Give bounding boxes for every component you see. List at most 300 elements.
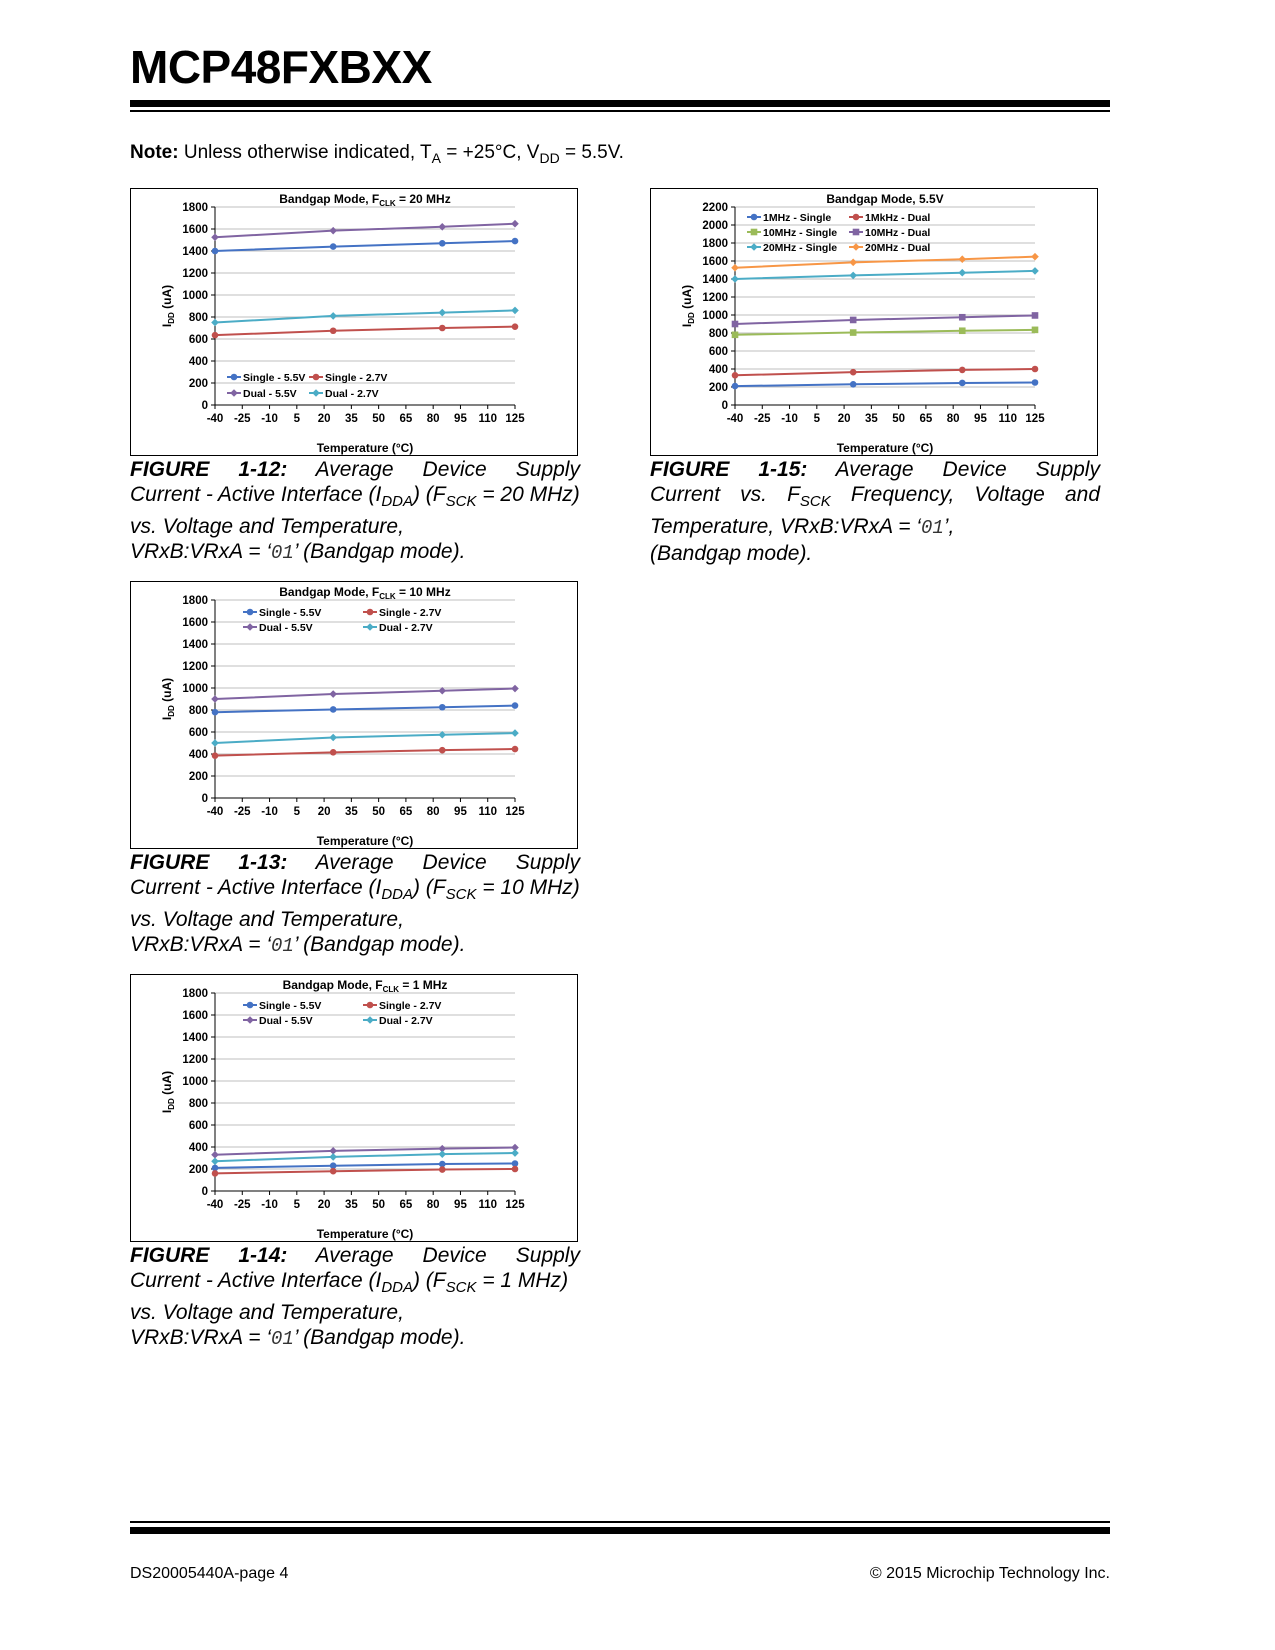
y-tick-label: 800 — [188, 1098, 208, 1110]
data-point — [247, 1002, 254, 1009]
legend-label: Dual - 2.7V — [325, 388, 379, 400]
data-point — [959, 327, 966, 334]
series-line — [215, 749, 515, 756]
x-tick-label: 5 — [293, 1199, 301, 1211]
y-tick-label: 200 — [188, 378, 208, 390]
x-tick-label: -40 — [206, 413, 224, 425]
chart-figure-1-12 — [130, 188, 578, 456]
footer-copyright: © 2015 Microchip Technology Inc. — [869, 1565, 1110, 1582]
x-tick-label: 95 — [454, 1199, 467, 1211]
legend-label: Single - 2.7V — [325, 372, 388, 384]
caption-text: Current - Active Interface (I — [130, 1269, 382, 1292]
x-tick-label: 20 — [317, 806, 331, 818]
caption-word: Average — [315, 1244, 394, 1267]
caption-sub: SCK — [799, 493, 831, 511]
chart-svg-1-12 — [131, 189, 579, 457]
chart-title: Bandgap Mode, $F_{CLK} = 10$ MHz — [279, 585, 451, 601]
y-tick-label: 0 — [201, 400, 208, 412]
legend-label: Single - 5.5V — [243, 372, 306, 384]
caption-line-1 — [130, 457, 580, 482]
caption-line-4 — [130, 932, 580, 959]
legend-label: Single - 5.5V — [259, 1000, 322, 1012]
data-point — [1032, 312, 1039, 319]
x-tick-label: 35 — [344, 413, 358, 425]
caption-figure-1-14 — [130, 1243, 580, 1352]
legend-label: Dual - 5.5V — [243, 388, 297, 400]
caption-text: ’ (Bandgap mode). — [293, 933, 466, 957]
y-tick-label: 400 — [708, 364, 728, 376]
x-tick-label: -10 — [781, 413, 798, 425]
chart-figure-1-14 — [130, 974, 578, 1242]
chart-figure-1-15 — [650, 188, 1098, 456]
caption-code: 01 — [271, 1328, 294, 1351]
y-tick-label: 1600 — [182, 224, 208, 236]
x-axis-label: Temperature (°C) — [836, 441, 934, 455]
data-point — [959, 314, 966, 321]
data-point — [211, 1158, 219, 1166]
caption-word: Voltage — [974, 483, 1045, 506]
data-point — [958, 269, 966, 277]
caption-line-3 — [650, 514, 1100, 541]
y-tick-label: 1800 — [182, 595, 208, 607]
legend-label: Dual - 2.7V — [379, 1015, 433, 1027]
y-tick-label: 1400 — [702, 274, 728, 286]
header-rule-thick — [130, 100, 1110, 107]
x-tick-label: 80 — [426, 806, 440, 818]
data-point — [330, 749, 337, 756]
data-point — [329, 690, 337, 698]
caption-line-2 — [650, 482, 1100, 514]
footer-rule-thin — [130, 1521, 1110, 1523]
y-axis-label: $I_{DD}$ (uA) — [160, 677, 176, 721]
data-point — [750, 243, 758, 251]
data-point — [751, 229, 758, 236]
y-tick-label: 200 — [188, 1164, 208, 1176]
chart-svg-1-15 — [651, 189, 1099, 457]
caption-sub: SCK — [445, 886, 477, 904]
y-tick-label: 1200 — [182, 268, 208, 280]
data-point — [212, 709, 219, 716]
y-tick-label: 1400 — [182, 246, 208, 258]
data-point — [732, 383, 739, 390]
x-tick-label: 50 — [372, 413, 386, 425]
x-tick-label: 35 — [344, 806, 358, 818]
data-point — [732, 372, 739, 379]
caption-line-2 — [130, 875, 580, 907]
data-point — [367, 1002, 374, 1009]
caption-text: = 1 MHz) — [476, 1269, 569, 1292]
series-line — [215, 1153, 515, 1161]
data-point — [439, 704, 446, 711]
caption-sub: DDA — [381, 1279, 413, 1297]
x-tick-label: -40 — [206, 806, 224, 818]
data-point — [329, 1153, 337, 1161]
x-tick-label: 110 — [998, 413, 1018, 425]
data-point — [211, 739, 219, 747]
legend-label: 20MHz - Single — [763, 242, 838, 254]
series-line — [215, 310, 515, 322]
caption-line-3: vs. Voltage and Temperature, — [130, 515, 404, 539]
data-point — [212, 752, 219, 759]
caption-text: Current - Active Interface (I — [130, 876, 382, 899]
caption-word: Frequency, — [850, 483, 955, 506]
y-tick-label: 1600 — [182, 1010, 208, 1022]
data-point — [751, 214, 758, 221]
x-tick-label: 5 — [813, 413, 821, 425]
data-point — [958, 255, 966, 263]
caption-figure-1-15 — [650, 457, 1100, 566]
series-line — [215, 224, 515, 238]
y-tick-label: 1800 — [702, 238, 728, 250]
data-point — [732, 332, 739, 339]
series-line — [215, 241, 515, 251]
caption-word: Device — [422, 458, 487, 481]
data-point — [731, 275, 739, 283]
x-tick-label: -25 — [233, 1199, 251, 1211]
caption-sub: DDA — [381, 886, 413, 904]
series-line — [215, 689, 515, 699]
x-tick-label: -10 — [261, 413, 278, 425]
caption-word: Device — [422, 1244, 487, 1267]
y-tick-label: 600 — [188, 1120, 208, 1132]
footer-rule-thick — [130, 1527, 1110, 1534]
data-point — [329, 312, 337, 320]
caption-sub: SCK — [445, 493, 477, 511]
data-point — [211, 233, 219, 241]
caption-code: 01 — [271, 935, 294, 958]
caption-text: Temperature, VRxB:VRxA = ‘ — [650, 515, 921, 539]
data-point — [850, 329, 857, 336]
data-point — [1031, 267, 1039, 275]
chart-title: Bandgap Mode, 5.5V — [826, 192, 944, 206]
caption-text: ’ (Bandgap mode). — [293, 1326, 466, 1350]
x-tick-label: 80 — [946, 413, 960, 425]
legend-label: 10MHz - Dual — [865, 227, 931, 239]
caption-line-4: (Bandgap mode). — [650, 542, 813, 566]
x-tick-label: 35 — [864, 413, 878, 425]
figure-number: FIGURE 1-12: — [130, 458, 288, 481]
y-tick-label: 600 — [708, 346, 728, 358]
caption-word: F — [787, 483, 800, 506]
x-tick-label: -40 — [726, 413, 744, 425]
data-point — [312, 389, 320, 397]
caption-sub: DDA — [381, 493, 413, 511]
y-tick-label: 200 — [708, 382, 728, 394]
note-text-b: = +25°C, V — [441, 142, 540, 163]
data-point — [512, 323, 519, 330]
x-tick-label: 80 — [426, 413, 440, 425]
data-point — [367, 609, 374, 616]
legend-label: 20MHz - Dual — [865, 242, 931, 254]
data-point — [959, 367, 966, 374]
series-line — [215, 733, 515, 743]
data-point — [439, 240, 446, 247]
data-point — [212, 248, 219, 255]
x-tick-label: 125 — [1025, 413, 1045, 425]
chart-figure-1-13 — [130, 581, 578, 849]
y-tick-label: 1000 — [182, 1076, 208, 1088]
caption-figure-1-13 — [130, 850, 580, 959]
x-tick-label: 65 — [919, 413, 933, 425]
note-text-a: Unless otherwise indicated, T — [178, 142, 432, 163]
data-point — [313, 374, 320, 381]
data-point — [330, 706, 337, 713]
x-tick-label: 20 — [317, 413, 331, 425]
series-line — [735, 257, 1035, 268]
data-point — [959, 380, 966, 387]
series-line — [735, 383, 1035, 387]
x-tick-label: 110 — [478, 806, 498, 818]
figure-number: FIGURE 1-13: — [130, 851, 288, 874]
caption-word: and — [1064, 483, 1101, 506]
data-point — [511, 220, 519, 228]
data-point — [211, 319, 219, 327]
series-line — [215, 1164, 515, 1168]
conditions-note — [130, 142, 624, 166]
data-point — [330, 327, 337, 334]
data-point — [366, 623, 374, 631]
x-tick-label: -25 — [753, 413, 771, 425]
x-tick-label: -40 — [206, 1199, 224, 1211]
data-point — [438, 309, 446, 317]
x-tick-label: 95 — [974, 413, 987, 425]
data-point — [511, 307, 519, 315]
data-point — [439, 747, 446, 754]
x-tick-label: 20 — [317, 1199, 331, 1211]
caption-word: Supply — [515, 851, 580, 874]
data-point — [512, 746, 519, 753]
x-tick-label: 50 — [372, 1199, 386, 1211]
y-tick-label: 200 — [188, 771, 208, 783]
legend-label: Dual - 5.5V — [259, 622, 313, 634]
data-point — [246, 1016, 254, 1024]
header-rule-thin — [130, 110, 1110, 112]
data-point — [212, 332, 219, 339]
caption-text: ) (F — [412, 1269, 446, 1292]
data-point — [439, 325, 446, 332]
chart-title: Bandgap Mode, $F_{CLK} = 20$ MHz — [279, 192, 451, 208]
x-tick-label: 65 — [399, 1199, 413, 1211]
data-point — [512, 238, 519, 245]
data-point — [246, 623, 254, 631]
note-sub-a: A — [431, 149, 442, 166]
caption-text: ’, — [943, 515, 955, 539]
x-tick-label: -25 — [233, 806, 251, 818]
x-tick-label: 95 — [454, 413, 467, 425]
caption-text: VRxB:VRxA = ‘ — [130, 1326, 272, 1350]
data-point — [439, 1166, 446, 1173]
data-point — [853, 229, 860, 236]
data-point — [1032, 366, 1039, 373]
y-tick-label: 1200 — [182, 661, 208, 673]
x-tick-label: 20 — [837, 413, 851, 425]
footer-document-id: DS20005440A-page 4 — [130, 1565, 289, 1582]
y-tick-label: 1000 — [182, 683, 208, 695]
data-point — [330, 243, 337, 250]
data-point — [511, 685, 519, 693]
x-tick-label: -25 — [233, 413, 251, 425]
data-point — [850, 369, 857, 376]
caption-line-3: vs. Voltage and Temperature, — [130, 908, 404, 932]
data-point — [853, 214, 860, 221]
series-line — [735, 271, 1035, 279]
data-point — [211, 695, 219, 703]
y-tick-label: 2200 — [702, 202, 728, 214]
y-tick-label: 0 — [721, 400, 728, 412]
note-sub-b: DD — [539, 149, 560, 166]
series-line — [735, 369, 1035, 375]
caption-figure-1-12 — [130, 457, 580, 566]
data-point — [329, 734, 337, 742]
y-tick-label: 400 — [188, 1142, 208, 1154]
y-tick-label: 2000 — [702, 220, 728, 232]
data-point — [366, 1016, 374, 1024]
caption-line-2 — [130, 1268, 580, 1300]
series-line — [735, 330, 1035, 335]
x-tick-label: 50 — [892, 413, 906, 425]
y-axis-label: $I_{DD}$ (uA) — [160, 1070, 176, 1114]
y-tick-label: 1000 — [182, 290, 208, 302]
data-point — [511, 729, 519, 737]
figure-number: FIGURE 1-14: — [130, 1244, 288, 1267]
x-tick-label: -10 — [261, 806, 278, 818]
y-tick-label: 1600 — [702, 256, 728, 268]
legend-label: Single - 2.7V — [379, 1000, 442, 1012]
x-tick-label: 110 — [478, 413, 498, 425]
x-tick-label: 125 — [505, 413, 525, 425]
data-point — [230, 389, 238, 397]
y-tick-label: 1600 — [182, 617, 208, 629]
x-tick-label: -10 — [261, 1199, 278, 1211]
series-line — [215, 706, 515, 713]
chart-title: Bandgap Mode, $F_{CLK} = 1$ MHz — [282, 978, 448, 994]
caption-word: vs. — [740, 483, 767, 506]
caption-word: Current — [650, 483, 721, 506]
y-tick-label: 1000 — [702, 310, 728, 322]
x-axis-label: Temperature (°C) — [316, 834, 414, 848]
legend-label: Dual - 2.7V — [379, 622, 433, 634]
x-tick-label: 5 — [293, 413, 301, 425]
caption-code: 01 — [271, 542, 294, 565]
caption-text: Current - Active Interface (I — [130, 483, 382, 506]
caption-word: Supply — [515, 1244, 580, 1267]
caption-text: VRxB:VRxA = ‘ — [130, 933, 272, 957]
data-point — [1032, 379, 1039, 386]
caption-line-2 — [130, 482, 580, 514]
data-point — [247, 609, 254, 616]
caption-text: ’ (Bandgap mode). — [293, 540, 466, 564]
x-tick-label: 65 — [399, 413, 413, 425]
data-point — [330, 1168, 337, 1175]
note-text-c: = 5.5V. — [559, 142, 624, 163]
legend-label: 1MHz - Single — [763, 212, 832, 224]
series-line — [215, 327, 515, 335]
y-tick-label: 400 — [188, 356, 208, 368]
legend-label: Single - 2.7V — [379, 607, 442, 619]
y-tick-label: 800 — [188, 705, 208, 717]
caption-text: VRxB:VRxA = ‘ — [130, 540, 272, 564]
legend-label: Dual - 5.5V — [259, 1015, 313, 1027]
series-line — [215, 1169, 515, 1173]
caption-sub: SCK — [445, 1279, 477, 1297]
data-point — [852, 243, 860, 251]
y-tick-label: 0 — [201, 1186, 208, 1198]
x-tick-label: 125 — [505, 806, 525, 818]
legend-label: 1MkHz - Dual — [865, 212, 931, 224]
caption-line-1 — [650, 457, 1100, 482]
data-point — [849, 259, 857, 267]
caption-line-4 — [130, 1325, 580, 1352]
y-tick-label: 400 — [188, 749, 208, 761]
x-tick-label: 65 — [399, 806, 413, 818]
data-point — [231, 374, 238, 381]
data-point — [1031, 253, 1039, 261]
legend-label: Single - 5.5V — [259, 607, 322, 619]
y-tick-label: 600 — [188, 727, 208, 739]
y-tick-label: 800 — [708, 328, 728, 340]
y-tick-label: 1800 — [182, 988, 208, 1000]
data-point — [212, 1170, 219, 1177]
caption-text: = 20 MHz) — [476, 483, 580, 506]
caption-text: ) (F — [412, 483, 446, 506]
y-tick-label: 1800 — [182, 202, 208, 214]
data-point — [731, 264, 739, 272]
y-tick-label: 1200 — [182, 1054, 208, 1066]
x-tick-label: 80 — [426, 1199, 440, 1211]
x-axis-label: Temperature (°C) — [316, 1227, 414, 1241]
note-label: Note: — [130, 142, 179, 163]
caption-text: ) (F — [412, 876, 446, 899]
data-point — [850, 317, 857, 324]
x-tick-label: 110 — [478, 1199, 498, 1211]
x-tick-label: 125 — [505, 1199, 525, 1211]
caption-text: = 10 MHz) — [476, 876, 580, 899]
y-tick-label: 1400 — [182, 639, 208, 651]
x-tick-label: 50 — [372, 806, 386, 818]
x-tick-label: 95 — [454, 806, 467, 818]
data-point — [850, 381, 857, 388]
data-point — [512, 1166, 519, 1173]
data-point — [329, 227, 337, 235]
caption-line-1 — [130, 850, 580, 875]
caption-code: 01 — [920, 517, 944, 540]
y-tick-label: 600 — [188, 334, 208, 346]
data-point — [438, 1150, 446, 1158]
y-axis-label: $I_{DD}$ (uA) — [160, 284, 176, 328]
caption-line-3: vs. Voltage and Temperature, — [130, 1301, 404, 1325]
x-tick-label: 35 — [344, 1199, 358, 1211]
document-title: MCP48FXBXX — [130, 41, 432, 93]
y-tick-label: 1200 — [702, 292, 728, 304]
caption-word: Device — [422, 851, 487, 874]
data-point — [511, 1149, 519, 1157]
legend-label: 10MHz - Single — [763, 227, 838, 239]
y-axis-label: $I_{DD}$ (uA) — [680, 284, 696, 328]
x-tick-label: 5 — [293, 806, 301, 818]
caption-word: Average — [315, 458, 394, 481]
series-line — [735, 315, 1035, 324]
figure-number: FIGURE 1-15: — [650, 458, 808, 481]
data-point — [849, 272, 857, 280]
caption-word: Average — [315, 851, 394, 874]
y-tick-label: 800 — [188, 312, 208, 324]
caption-line-1 — [130, 1243, 580, 1268]
data-point — [1032, 327, 1039, 334]
y-tick-label: 0 — [201, 793, 208, 805]
caption-word: Device — [942, 458, 1007, 481]
caption-word: Average — [835, 458, 914, 481]
data-point — [512, 702, 519, 709]
